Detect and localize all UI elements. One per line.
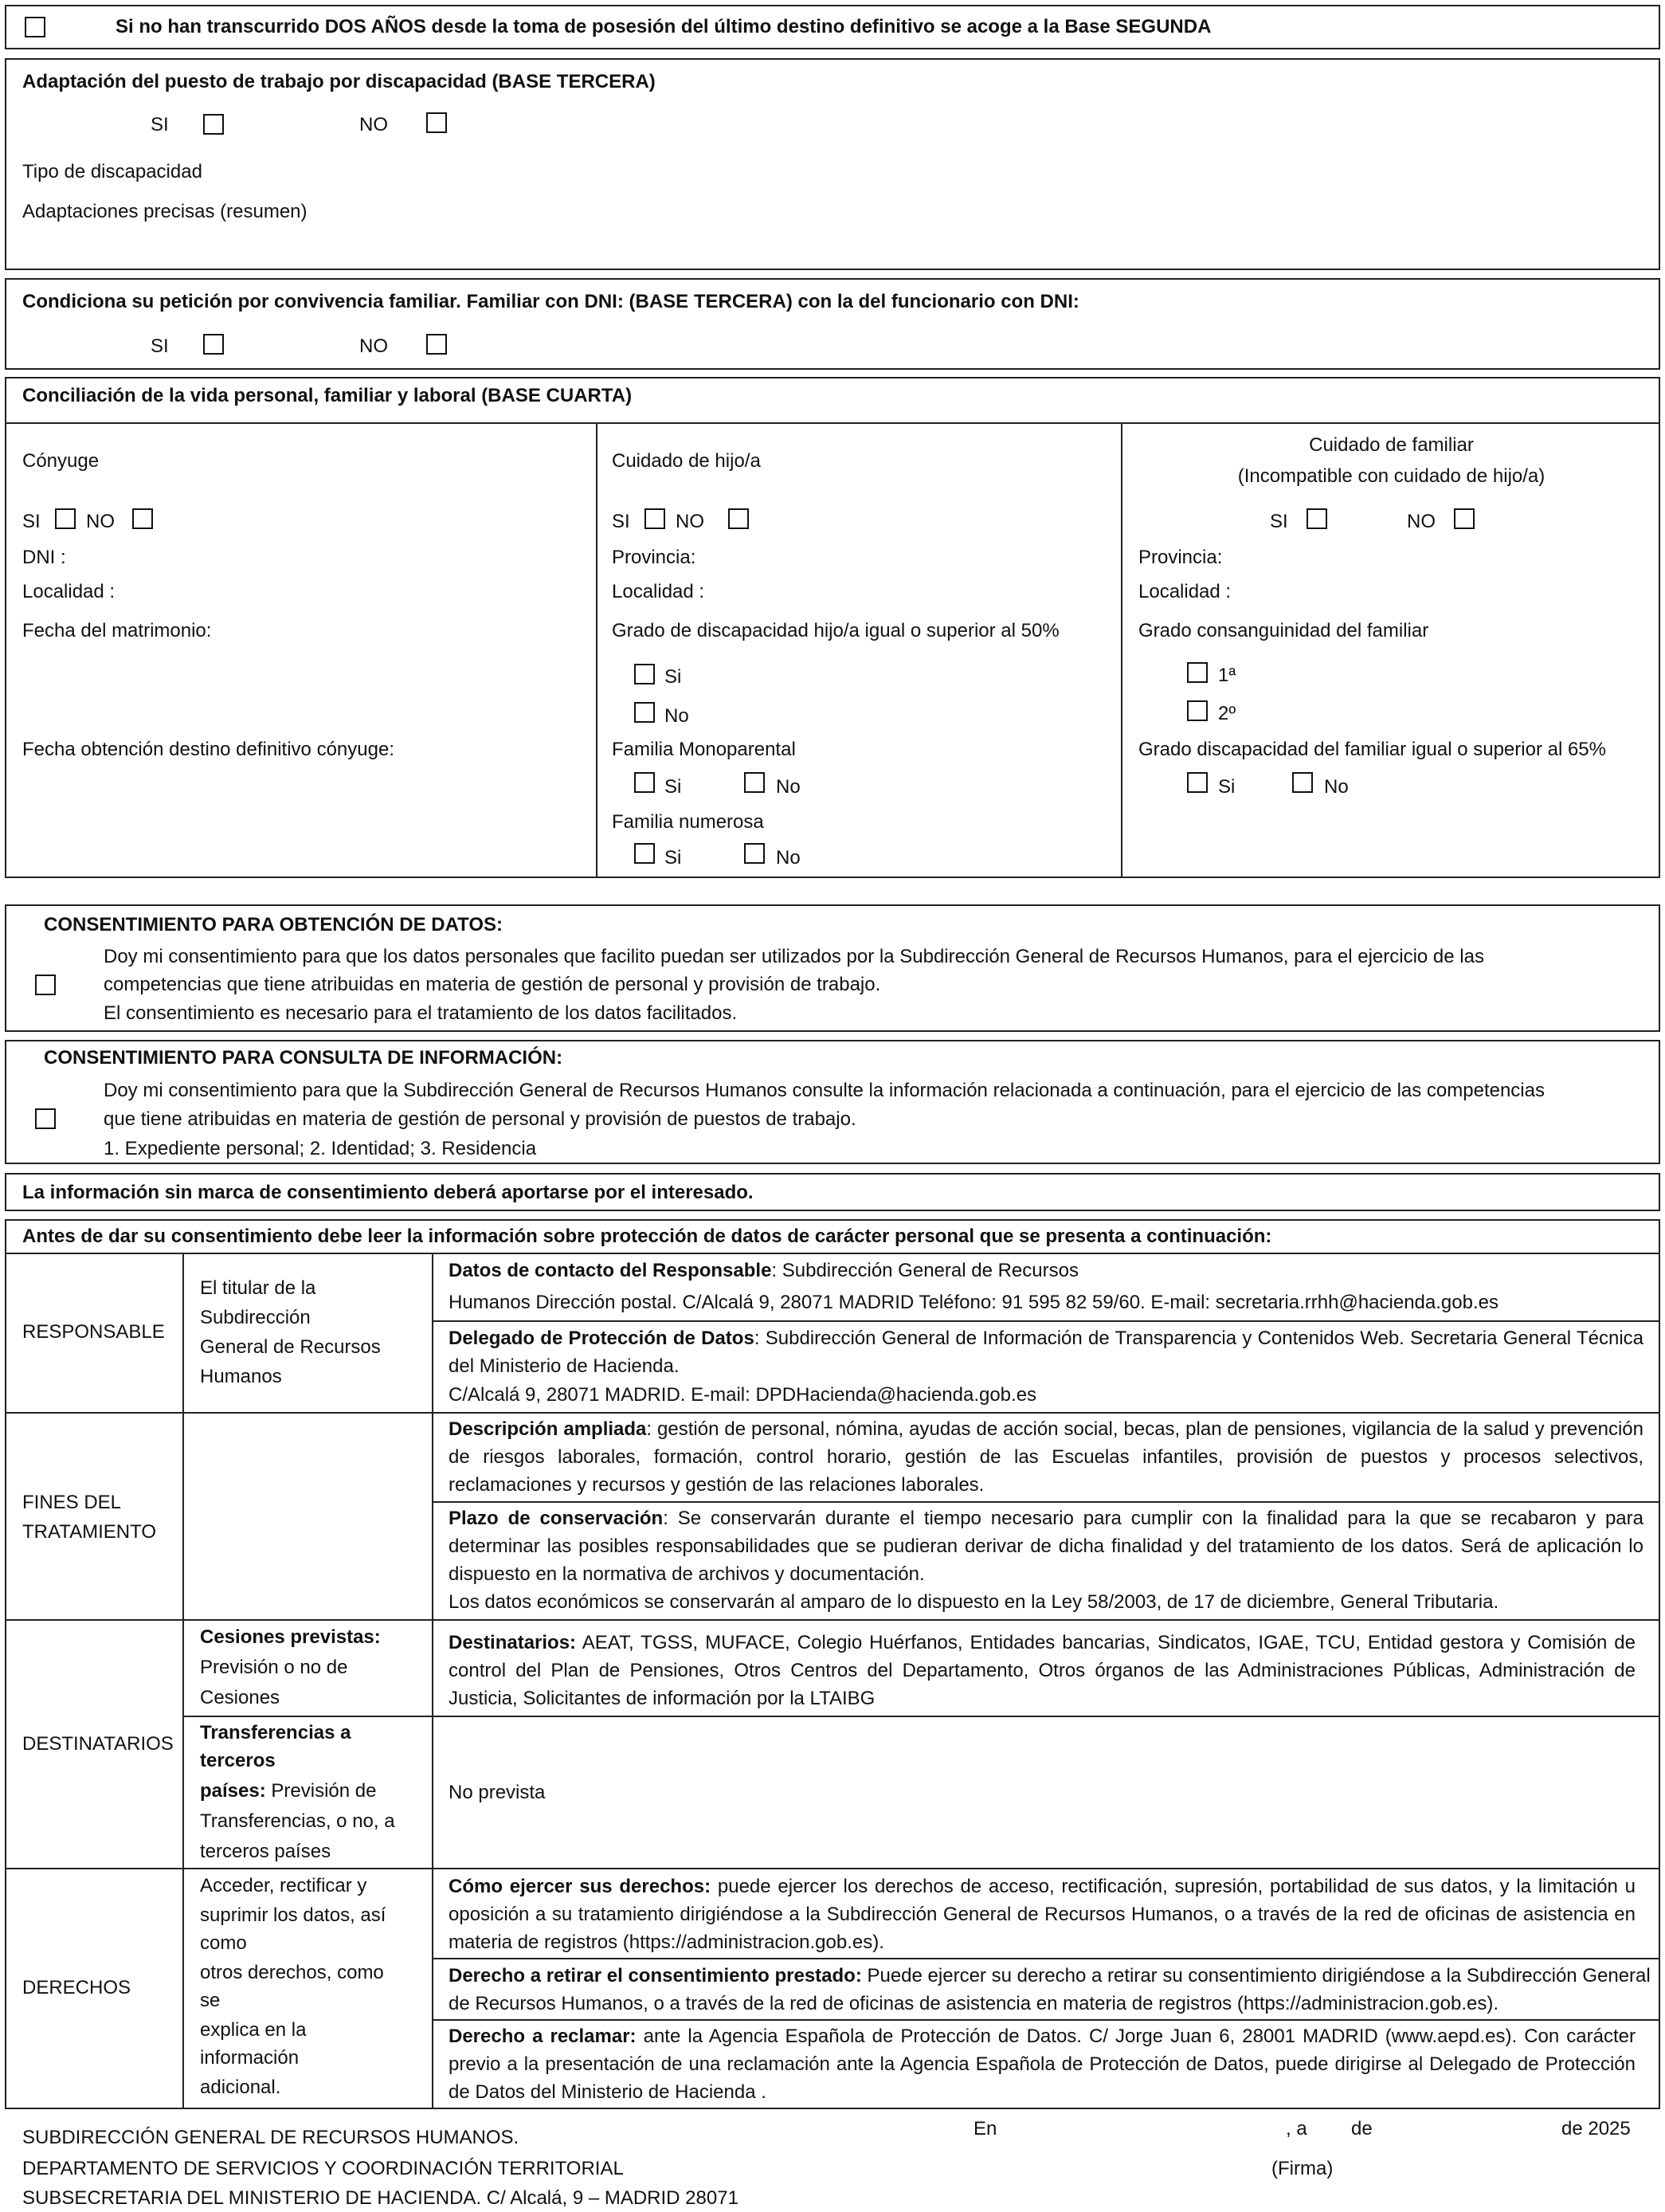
responsable-mid-1: El titular de la — [200, 1277, 316, 1299]
derechos-inner-divider-2 — [432, 2019, 1660, 2021]
plazo-bold: Plazo de conservación — [449, 1508, 664, 1529]
familiar-grado-si-label: Si — [1218, 776, 1236, 798]
familiar-grado-no-checkbox[interactable] — [1292, 772, 1313, 793]
numerosa-no-label: No — [776, 847, 801, 869]
proteccion-col-divider-2 — [432, 1253, 433, 2109]
numerosa-si-checkbox[interactable] — [634, 843, 655, 864]
tipo-discapacidad-label: Tipo de discapacidad — [22, 161, 202, 182]
derechos-mid-4: otros derechos, como — [200, 1962, 384, 1983]
footer-line-3: SUBSECRETARIA DEL MINISTERIO DE HACIENDA. C/ Alcalá, 9 – MADRID 28071 — [22, 2187, 738, 2209]
consent-consulta-line1: Doy mi consentimiento para que la Subdirección General de Recursos Humanos consulte la información relacionada a continuación, para el ejercicio de las competencias — [104, 1080, 1545, 1101]
consanguinidad-2-label: 2º — [1218, 703, 1236, 724]
contacto-responsable-bold: Datos de contacto del Responsable — [449, 1260, 772, 1281]
retirar-text: Puede ejercer su derecho a retirar su consentimiento dirigiéndose a la Subdirección General de Recursos Humanos, o a través de la red de oficinas de asistencia en materia de registros (https://administracion.gob.es). — [449, 1965, 1651, 2014]
proteccion-title-divider — [5, 1253, 1660, 1254]
convivencia-si-checkbox[interactable] — [203, 334, 224, 355]
consent-obtencion-checkbox[interactable] — [35, 975, 56, 995]
hijo-header: Cuidado de hijo/a — [612, 450, 761, 472]
convivencia-si-label: SI — [151, 335, 169, 357]
consent-obtencion-title: CONSENTIMIENTO PARA OBTENCIÓN DE DATOS: — [44, 914, 503, 935]
hijo-no-checkbox[interactable] — [728, 508, 749, 529]
conyuge-si-checkbox[interactable] — [55, 508, 76, 529]
hijo-provincia-label: Provincia: — [612, 547, 696, 568]
conyuge-si-label: SI — [22, 511, 41, 532]
hijo-grado-label: Grado de discapacidad hijo/a igual o superior al 50% — [612, 620, 1060, 641]
numerosa-no-checkbox[interactable] — [744, 843, 765, 864]
derechos-mid-7: información — [200, 2047, 300, 2069]
cesiones-bold: Cesiones previstas: — [200, 1626, 381, 1648]
footer-de: de — [1351, 2118, 1373, 2139]
footer-year: de 2025 — [1561, 2118, 1631, 2139]
destinatarios-text — [449, 1629, 1636, 1712]
hijo-no-label: NO — [676, 511, 704, 532]
plazo-text: : Se conservarán durante el tiempo necesario para cumplir con la finalidad para la que se recabaron y para determinar las posibles responsabilidades que se pudieran derivar de dicha finalidad y del tratamiento de los datos. Será de aplicación lo dispuesto en la normativa de archivos y documentación. — [449, 1508, 1643, 1585]
responsable-inner-divider — [432, 1320, 1660, 1322]
hijo-si-label: SI — [612, 511, 630, 532]
derechos-mid-3: como — [200, 1932, 247, 1954]
consanguinidad-2-checkbox[interactable] — [1187, 700, 1208, 721]
fines-label-2: TRATAMIENTO — [22, 1521, 156, 1543]
familiar-localidad-label: Localidad : — [1138, 581, 1232, 602]
plazo-conservacion — [449, 1504, 1643, 1588]
derecho-retirar — [449, 1962, 1651, 2018]
monoparental-no-checkbox[interactable] — [744, 772, 765, 793]
consanguinidad-1-label: 1ª — [1218, 665, 1236, 686]
adaptaciones-precisas-label: Adaptaciones precisas (resumen) — [22, 201, 308, 222]
proteccion-col-divider-1 — [182, 1253, 184, 2109]
monoparental-si-checkbox[interactable] — [634, 772, 655, 793]
transferencias-text-1: Previsión de — [265, 1780, 377, 1802]
delegado-address: C/Alcalá 9, 28071 MADRID. E-mail: DPDHacienda@hacienda.gob.es — [449, 1384, 1037, 1406]
responsable-mid-4: Humanos — [200, 1366, 282, 1387]
destinatarios-mid-divider — [182, 1716, 433, 1717]
convivencia-no-label: NO — [359, 335, 388, 357]
consent-consulta-line2: que tiene atribuidas en materia de gestión de personal y provisión de puestos de trabajo. — [104, 1108, 856, 1130]
derechos-mid-6: explica en la — [200, 2019, 307, 2041]
como-text: puede ejercer los derechos de acceso, rectificación, supresión, portabilidad de sus datos, y la limitación u oposición a su tratamiento dirigiéndose a la Subdirección General de Recursos Humanos, o a través de la red de oficinas de asistencia en materia de registros (https://administracion.gob.es). — [449, 1876, 1636, 1953]
numerosa-si-label: Si — [664, 847, 682, 869]
destinatarios-bold: Destinatarios: — [449, 1632, 577, 1653]
derechos-mid-5: se — [200, 1990, 221, 2011]
derecho-reclamar — [449, 2022, 1636, 2106]
delegado-proteccion — [449, 1324, 1643, 1380]
familiar-no-label: NO — [1407, 511, 1436, 532]
como-bold: Cómo ejercer sus derechos: — [449, 1876, 711, 1897]
footer-line-2: DEPARTAMENTO DE SERVICIOS Y COORDINACIÓN TERRITORIAL — [22, 2158, 624, 2179]
conyuge-no-label: NO — [86, 511, 115, 532]
conyuge-dni-label: DNI : — [22, 547, 66, 568]
destinatarios-inner-divider — [432, 1716, 1660, 1717]
transferencias-bold-1: Transferencias a — [200, 1722, 351, 1743]
familiar-grado-si-checkbox[interactable] — [1187, 772, 1208, 793]
destinatarios-label: DESTINATARIOS — [22, 1733, 174, 1755]
numerosa-label: Familia numerosa — [612, 811, 764, 833]
fines-inner-divider — [432, 1501, 1660, 1503]
monoparental-no-label: No — [776, 776, 801, 798]
conyuge-header: Cónyuge — [22, 450, 100, 472]
destinatarios-list: AEAT, TGSS, MUFACE, Colegio Huérfanos, Entidades bancarias, Sindicatos, IGAE, TCU, Entidad gestora y Comisión de control del Plan de Pensiones, Otros Centros del Departamento, Otros órganos de las Administraciones Públicas, Administración de Justicia, Solicitantes de información por la LTAIBG — [449, 1632, 1636, 1709]
monoparental-label: Familia Monoparental — [612, 739, 796, 760]
cesiones-text-1: Previsión o no de — [200, 1657, 348, 1678]
proteccion-group-divider-3 — [5, 1868, 1660, 1869]
adaptacion-si-checkbox[interactable] — [203, 114, 224, 135]
conciliacion-title: Conciliación de la vida personal, familiar y laboral (BASE CUARTA) — [22, 385, 633, 406]
base-segunda-checkbox[interactable] — [25, 17, 45, 37]
familiar-header: Cuidado de familiar — [1309, 434, 1474, 456]
familiar-provincia-label: Provincia: — [1138, 547, 1223, 568]
consent-consulta-checkbox[interactable] — [35, 1108, 56, 1129]
proteccion-group-divider-2 — [5, 1619, 1660, 1621]
conciliacion-divider-2 — [1121, 422, 1122, 878]
consent-obtencion-line3: El consentimiento es necesario para el tratamiento de los datos facilitados. — [104, 1002, 738, 1024]
responsable-mid-3: General de Recursos — [200, 1336, 381, 1358]
transferencias-bold-2: terceros — [200, 1750, 276, 1771]
consent-obtencion-line1: Doy mi consentimiento para que los datos personales que facilito puedan ser utilizados por la Subdirección General de Recursos Humanos, para el ejercicio de las — [104, 946, 1484, 967]
consanguinidad-label: Grado consanguinidad del familiar — [1138, 620, 1429, 641]
adaptacion-title: Adaptación del puesto de trabajo por discapacidad (BASE TERCERA) — [22, 71, 656, 92]
consent-obtencion-line2: competencias que tiene atribuidas en materia de gestión de personal y provisión de trabajo. — [104, 974, 881, 995]
familiar-header-note: (Incompatible con cuidado de hijo/a) — [1237, 465, 1546, 487]
retirar-bold: Derecho a retirar el consentimiento prestado: — [449, 1965, 862, 1986]
consent-consulta-line3: 1. Expediente personal; 2. Identidad; 3. Residencia — [104, 1138, 537, 1159]
derechos-label: DERECHOS — [22, 1977, 131, 1998]
monoparental-si-label: Si — [664, 776, 682, 798]
derechos-mid-2: suprimir los datos, así — [200, 1904, 386, 1926]
fines-label-1: FINES DEL — [22, 1492, 122, 1513]
descripcion-ampliada — [449, 1415, 1643, 1499]
responsable-mid-2: Subdirección — [200, 1307, 311, 1328]
base-segunda-label: Si no han transcurrido DOS AÑOS desde la toma de posesión del último destino definitivo se acoge a la Base SEGUNDA — [116, 16, 1212, 37]
familiar-si-label: SI — [1270, 511, 1288, 532]
hijo-grado-no-checkbox[interactable] — [634, 702, 655, 723]
transferencias-text-2: Transferencias, o no, a — [200, 1810, 395, 1832]
footer-firma: (Firma) — [1271, 2158, 1334, 2179]
transferencias-text-3: terceros países — [200, 1841, 331, 1862]
conyuge-localidad-label: Localidad : — [22, 581, 116, 602]
familiar-no-checkbox[interactable] — [1454, 508, 1475, 529]
fecha-destino-conyuge-label: Fecha obtención destino definitivo cónyuge: — [22, 739, 394, 760]
conciliacion-section — [5, 422, 1660, 878]
convivencia-no-checkbox[interactable] — [426, 334, 447, 355]
hijo-grado-no-label: No — [664, 705, 689, 727]
transferencias-bold-3: países: — [200, 1780, 266, 1802]
adaptacion-no-label: NO — [359, 114, 388, 135]
footer-line-1: SUBDIRECCIÓN GENERAL DE RECURSOS HUMANOS. — [22, 2127, 519, 2148]
sin-marca-text: La información sin marca de consentimiento deberá aportarse por el interesado. — [22, 1182, 754, 1203]
descripcion-bold: Descripción ampliada — [449, 1418, 647, 1440]
proteccion-title: Antes de dar su consentimiento debe leer la información sobre protección de datos de carácter personal que se presenta a continuación: — [22, 1226, 1272, 1247]
delegado-bold: Delegado de Protección de Datos — [449, 1328, 754, 1349]
adaptacion-si-label: SI — [151, 114, 169, 135]
reclamar-text: ante la Agencia Española de Protección de Datos. C/ Jorge Juan 6, 28001 MADRID (www.aepd.es). Con carácter previo a la presentación de una reclamación ante la Agencia Española de Protección de Datos, puede dirigirse al Delegado de Protección de Datos del Ministerio de Hacienda . — [449, 2026, 1636, 2103]
plazo-economicos: Los datos económicos se conservarán al amparo de lo dispuesto en la Ley 58/2003, de 17 de diciembre, General Tributaria. — [449, 1591, 1499, 1613]
conyuge-no-checkbox[interactable] — [132, 508, 153, 529]
contacto-responsable-line2: Humanos Dirección postal. C/Alcalá 9, 28071 MADRID Teléfono: 91 595 82 59/60. E-mail: secretaria.rrhh@hacienda.gob.es — [449, 1292, 1498, 1313]
proteccion-group-divider-1 — [5, 1412, 1660, 1414]
consent-consulta-title: CONSENTIMIENTO PARA CONSULTA DE INFORMACIÓN: — [44, 1047, 563, 1069]
descripcion-text: : gestión de personal, nómina, ayudas de acción social, becas, plan de pensiones, vigilancia de la salud y prevención de riesgos laborales, formación, control horario, gestión de las Escuelas infantiles, provisión de puestos y procesos selectivos, reclamaciones y recursos y gestión de las relaciones laborales. — [449, 1418, 1643, 1496]
reclamar-bold: Derecho a reclamar: — [449, 2026, 637, 2047]
hijo-grado-si-label: Si — [664, 666, 682, 688]
familiar-si-checkbox[interactable] — [1307, 508, 1327, 529]
cesiones-text-2: Cesiones — [200, 1687, 280, 1708]
hijo-si-checkbox[interactable] — [644, 508, 665, 529]
contacto-responsable-text: : Subdirección General de Recursos — [771, 1260, 1079, 1281]
hijo-localidad-label: Localidad : — [612, 581, 705, 602]
contacto-responsable — [449, 1259, 1079, 1283]
familiar-grado-label: Grado discapacidad del familiar igual o superior al 65% — [1138, 739, 1606, 760]
consanguinidad-1-checkbox[interactable] — [1187, 662, 1208, 683]
delegado-text: : Subdirección General de Información de Transparencia y Contenidos Web. Secretaria General Técnica del Ministerio de Hacienda. — [449, 1328, 1643, 1377]
adaptacion-no-checkbox[interactable] — [426, 112, 447, 133]
footer-en: En — [974, 2118, 997, 2139]
derechos-mid-1: Acceder, rectificar y — [200, 1875, 367, 1896]
fecha-matrimonio-label: Fecha del matrimonio: — [22, 620, 212, 641]
no-prevista-text: No prevista — [449, 1782, 546, 1803]
transferencias-line3 — [200, 1779, 376, 1803]
derechos-mid-8: adicional. — [200, 2077, 281, 2098]
convivencia-title: Condiciona su petición por convivencia familiar. Familiar con DNI: (BASE TERCERA) con la del funcionario con DNI: — [22, 291, 1079, 312]
como-ejercer-derechos — [449, 1873, 1636, 1956]
footer-a: , a — [1286, 2118, 1307, 2139]
conciliacion-divider-1 — [596, 422, 597, 878]
familiar-grado-no-label: No — [1324, 776, 1349, 798]
derechos-inner-divider-1 — [432, 1958, 1660, 1959]
responsable-label: RESPONSABLE — [22, 1321, 165, 1343]
hijo-grado-si-checkbox[interactable] — [634, 664, 655, 684]
